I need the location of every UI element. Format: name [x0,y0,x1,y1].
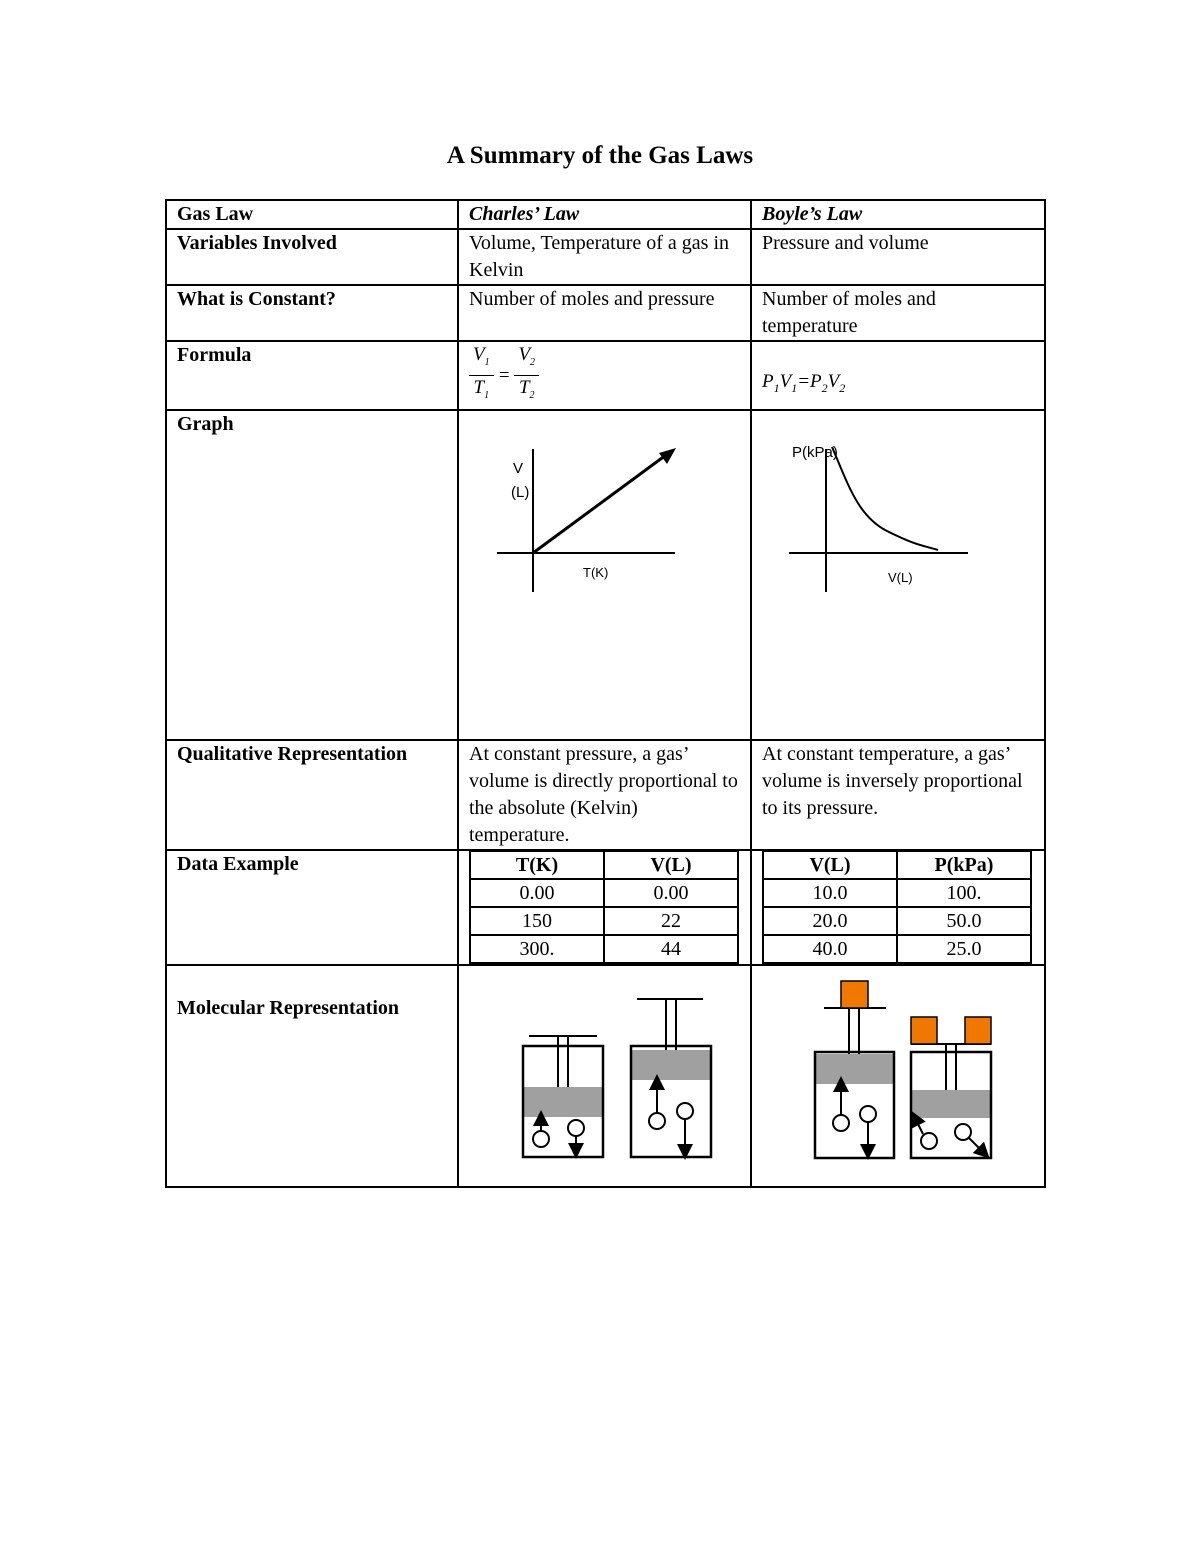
label-data-example: Data Example [166,850,458,965]
row-formula [166,341,1045,410]
gas-layer [815,1054,894,1084]
charles-data-cell-value: 44 [604,935,738,963]
charles-data-cell-value: 0.00 [470,879,604,907]
charles-y-label-2: (L) [511,484,530,501]
label-variables: Variables Involved [166,229,458,285]
charles-data-cell-value: 150 [470,907,604,935]
boyle-data-cell-value: 50.0 [897,907,1031,935]
row-constant [166,285,1045,341]
charles-arrow-head [659,448,676,464]
row-gas-law [166,200,1045,229]
row-qualitative [166,740,1045,850]
boyle-data-row [763,935,1031,963]
charles-container-low-temp [523,1036,603,1157]
charles-graph-cell [458,410,751,740]
gas-layer [911,1090,991,1118]
gas-layer [523,1087,603,1117]
boyle-formula-equation: $P_1V_1=P_2V_2$ [762,371,846,395]
boyle-graph-cell [751,410,1045,740]
boyle-y-label: P(kPa) [792,444,838,461]
boyle-data-cell-value: 40.0 [763,935,897,963]
row-data-example [166,850,1045,965]
charles-trend-line [533,455,666,553]
row-molecular [166,965,1045,1187]
label-qualitative: Qualitative Representation [166,740,458,850]
header-charles-law: Charles’ Law [458,200,751,229]
boyle-data-cell-value: 20.0 [763,907,897,935]
charles-data-header [470,851,738,879]
boyle-data-header-cell: V(L) [763,851,897,879]
row-graph [166,410,1045,740]
weight-block [965,1017,991,1044]
label-molecular: Molecular Representation [166,965,458,1187]
charles-constant: Number of moles and pressure [458,285,751,341]
charles-data-cell [458,850,751,965]
charles-graph [459,411,749,731]
charles-data-cell-value: 300. [470,935,604,963]
charles-data-row [470,879,738,907]
boyle-x-label: V(L) [888,570,913,585]
boyle-container-low-pressure [815,981,894,1158]
boyle-data-cell-value: 100. [897,879,1031,907]
boyle-data-header-cell: P(kPa) [897,851,1031,879]
charles-data-table [469,850,739,964]
charles-container-high-temp [631,999,711,1157]
charles-variables: Volume, Temperature of a gas in Kelvin [458,229,751,285]
boyle-formula [751,341,1045,410]
charles-qualitative: At constant pressure, a gas’ volume is directly proportional to the absolute (Kelvin) temperature. [458,740,751,850]
label-graph: Graph [166,410,458,740]
label-formula: Formula [166,341,458,410]
charles-y-label-1: V [513,460,524,477]
charles-x-label: T(K) [583,565,609,580]
boyle-data-cell [751,850,1045,965]
header-boyles-law: Boyle’s Law [751,200,1045,229]
page-title: A Summary of the Gas Laws [446,142,754,169]
charles-molecular-cell [458,965,751,1187]
boyle-constant: Number of moles and temperature [751,285,1045,341]
label-constant: What is Constant? [166,285,458,341]
charles-data-row [470,907,738,935]
label-gas-law: Gas Law [166,200,458,229]
boyle-data-header [763,851,1031,879]
boyle-data-cell-value: 10.0 [763,879,897,907]
boyle-qualitative: At constant temperature, a gas’ volume is inversely proportional to its pressure. [751,740,1045,850]
charles-data-cell-value: 0.00 [604,879,738,907]
gas-laws-table [165,199,1046,1188]
boyle-molecular-cell [751,965,1045,1187]
charles-formula [458,341,751,410]
weight-block [841,981,868,1008]
weight-block [911,1017,937,1044]
charles-molecular-diagram [459,966,749,1178]
charles-formula-equation: $\frac{V_1}{T_1}$ = $\frac{V_2}{T_2}$ [469,342,740,408]
row-variables [166,229,1045,285]
charles-data-header-cell: T(K) [470,851,604,879]
boyle-variables: Pressure and volume [751,229,1045,285]
boyle-graph [752,411,1042,731]
boyle-data-cell-value: 25.0 [897,935,1031,963]
boyle-data-row [763,879,1031,907]
charles-data-row [470,935,738,963]
charles-data-header-cell: V(L) [604,851,738,879]
boyle-data-row [763,907,1031,935]
charles-data-cell-value: 22 [604,907,738,935]
boyle-curve [832,447,938,550]
boyle-molecular-diagram [752,966,1042,1178]
boyle-container-high-pressure [911,1017,991,1158]
gas-layer [631,1050,711,1080]
boyle-data-table [762,850,1032,964]
